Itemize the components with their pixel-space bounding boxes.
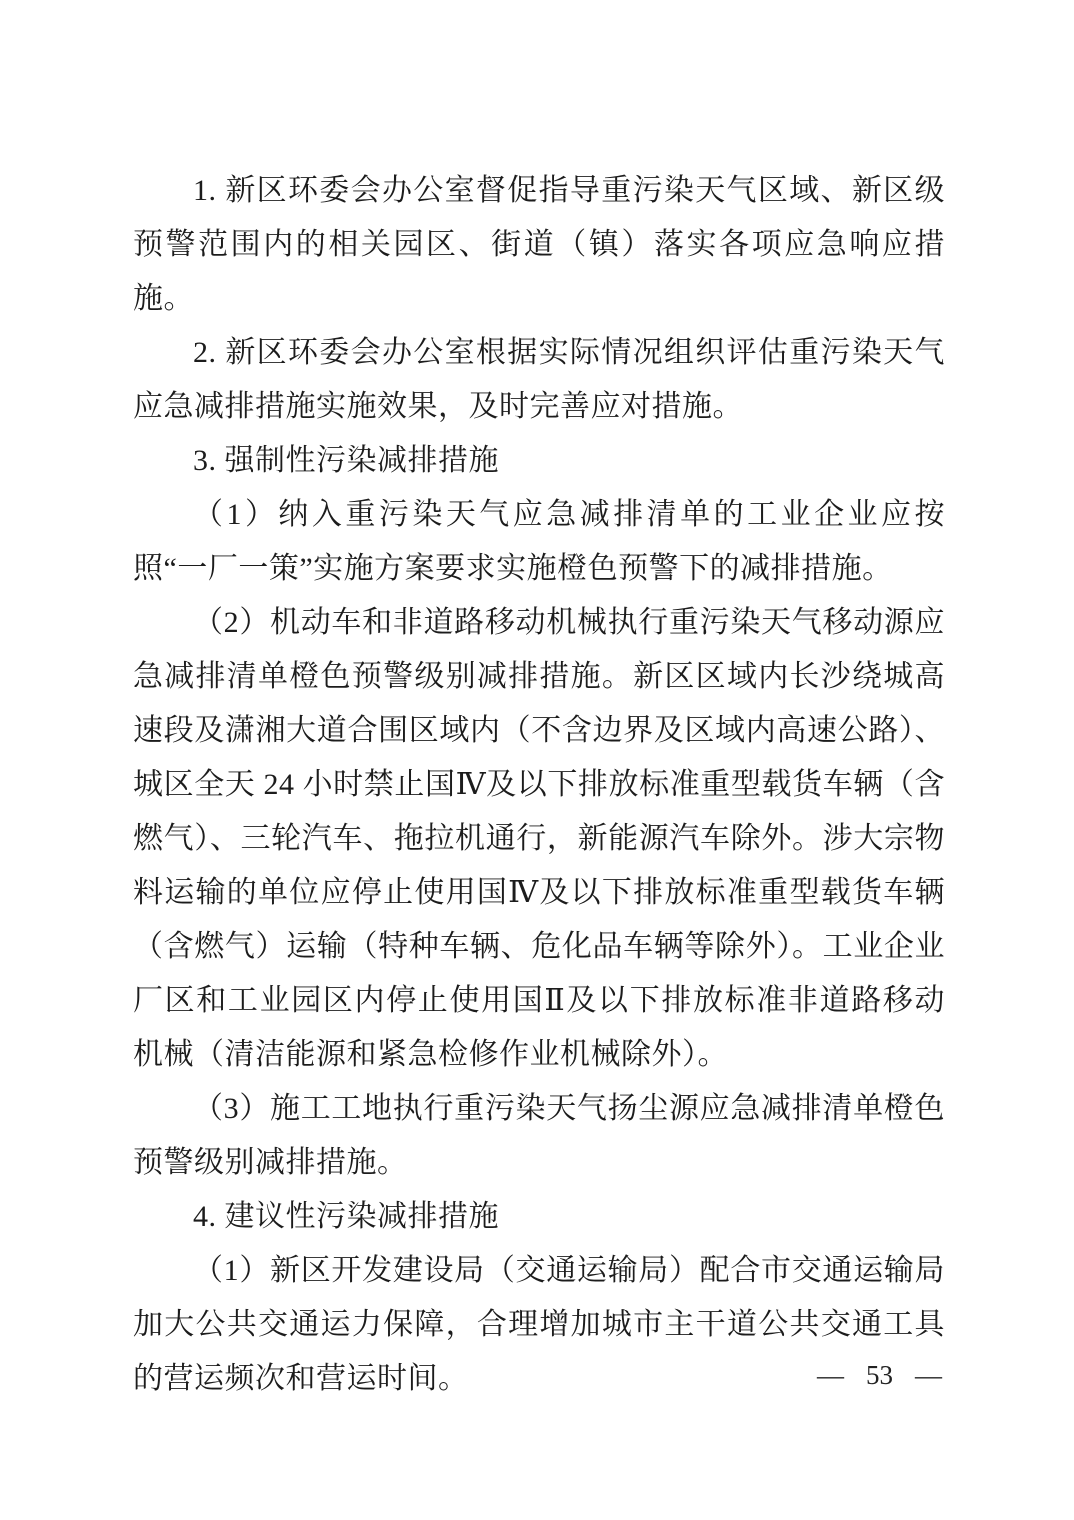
page-footer xyxy=(817,1358,942,1392)
document-paragraph: 2. 新区环委会办公室根据实际情况组织评估重污染天气应急减排措施实施效果，及时完善应对措施。 xyxy=(133,336,945,423)
footer-left-dash: — xyxy=(817,1360,844,1390)
document-paragraph: 1. 新区环委会办公室督促指导重污染天气区域、新区级预警范围内的相关园区、街道（镇）落实各项应急响应措施。 xyxy=(133,174,945,315)
document-paragraph: （3）施工工地执行重污染天气扬尘源应急减排清单橙色预警级别减排措施。 xyxy=(133,1092,945,1179)
document-paragraph: （1）新区开发建设局（交通运输局）配合市交通运输局加大公共交通运力保障，合理增加城市主干道公共交通工具的营运频次和营运时间。 xyxy=(133,1254,945,1395)
document-paragraph: （1）纳入重污染天气应急减排清单的工业企业应按照“一厂一策”实施方案要求实施橙色预警下的减排措施。 xyxy=(133,498,945,585)
document-paragraph: （2）机动车和非道路移动机械执行重污染天气移动源应急减排清单橙色预警级别减排措施。新区区域内长沙绕城高速段及潇湘大道合围区域内（不含边界及区域内高速公路）、城区全天 24 小时禁止国Ⅳ及以下排放标准重型载货车辆（含燃气）、三轮汽车、拖拉机通行，新能源汽车除外。涉大宗物料运输的单位应停止使用国Ⅳ及以下排放标准重型载货车辆（含燃气）运输（特种车辆、危化品车辆等除外）。工业企业厂区和工业园区内停止使用国Ⅱ及以下排放标准非道路移动机械（清洁能源和紧急检修作业机械除外）。 xyxy=(133,606,945,1071)
page-number: 53 xyxy=(866,1360,893,1390)
document-body xyxy=(133,164,945,1406)
document-paragraph: 4. 建议性污染减排措施 xyxy=(193,1200,499,1233)
document-paragraph: 3. 强制性污染减排措施 xyxy=(193,444,499,477)
footer-right-dash: — xyxy=(915,1360,942,1390)
